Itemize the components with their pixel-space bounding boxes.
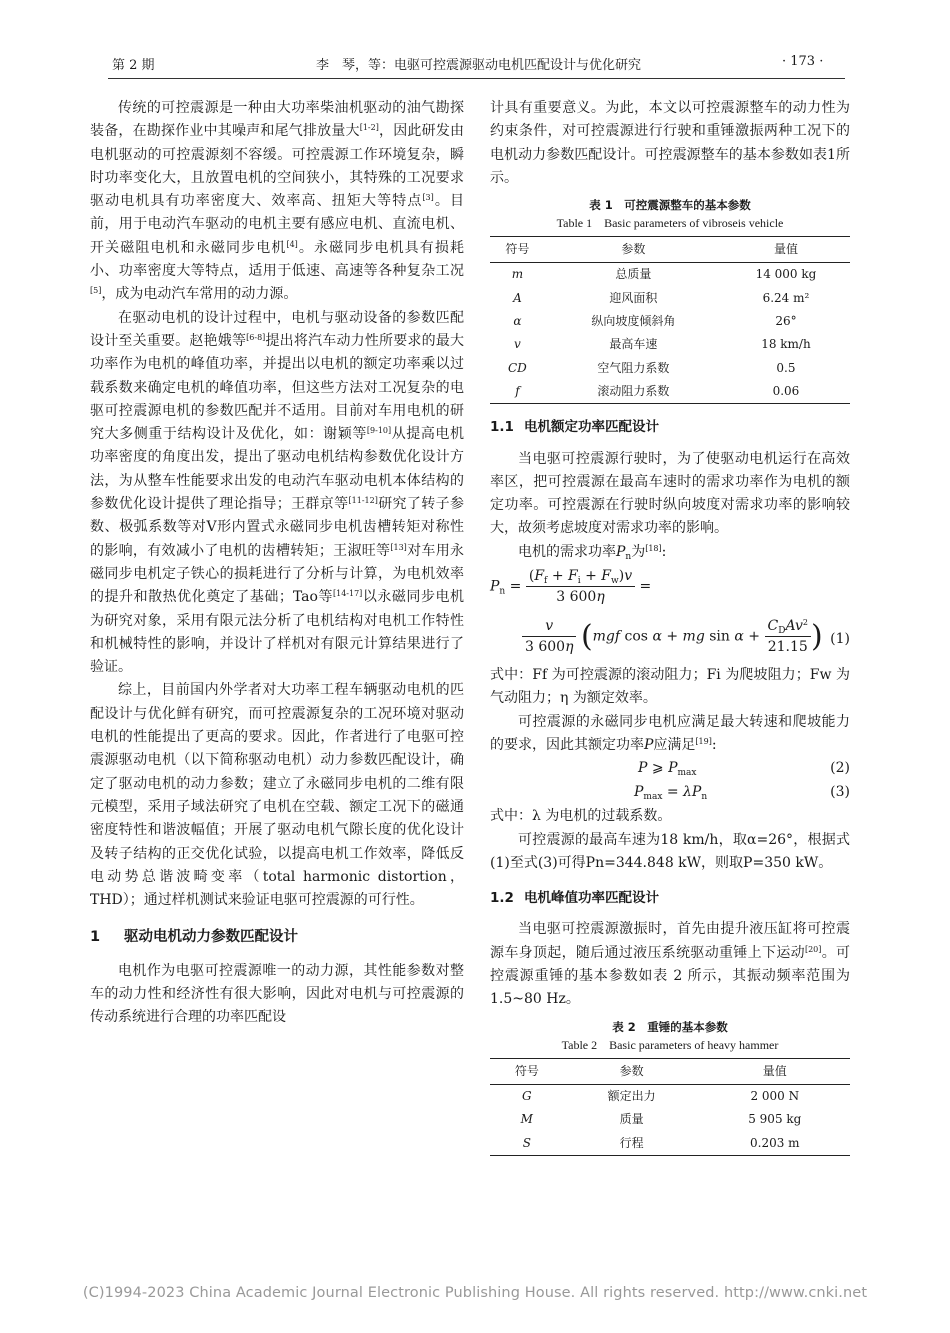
running-title: 李 琴，等：电驱可控震源驱动电机匹配设计与优化研究 bbox=[316, 58, 642, 73]
table-row: v 最高车速 18 km/h bbox=[514, 337, 811, 352]
table-row: f 滚动阻力系数 0.06 bbox=[515, 383, 800, 398]
intro-paragraph-1: 传统的可控震源是一种由大功率柴油机驱动的油气勘探装备，在勘探作业中其噪声和尾气排放量大[1-2]，因此研发由电机驱动的可控震源刻不容缓。可控震源工作环境复杂，瞬时功率变化大，且放置电机的空间狭小，其特殊的工况要求驱动电机具有功率密度大、效率高、扭矩大等特点[3]。目前，用于电动汽车驱动的电机主要有感应电机、直流电机、开关磁阻电机和永磁同步电机[4]。永磁同步电机具有损耗小、功率密度大等特点，适用于低速、高速等各种复杂工况[5]，成为电动汽车常用的动力源。 bbox=[90, 100, 465, 303]
equation-1-legend: 式中：Ff 为可控震源的滚动阻力；Fi 为爬坡阻力；Fw 为气动阻力；η 为额定效率。 bbox=[490, 667, 850, 707]
running-header bbox=[0, 44, 950, 84]
table-2-caption-en: Table 2 Basic parameters of heavy hammer bbox=[561, 1037, 779, 1052]
demand-power-intro: 电机的需求功率$P_n$为[18]: bbox=[518, 543, 667, 562]
copyright-footer: (C)1994-2023 China Academic Journal Electronic Publishing House. All rights reserved. http://www.cnki.net bbox=[82, 1285, 868, 1301]
table-1-caption: 表 1 可控震源整车的基本参数 bbox=[589, 198, 751, 213]
equation-3-legend: 式中：λ 为电机的过载系数。 bbox=[490, 808, 672, 825]
table-header: 参数 bbox=[564, 1058, 700, 1084]
table-row: CD 空气阻力系数 0.5 bbox=[508, 360, 796, 375]
table-header: 参数 bbox=[545, 237, 722, 263]
table-row: M 质量 5 905 kg bbox=[520, 1112, 802, 1127]
rated-power-result: 可控震源的最高车速为18 km/h，取α=26°，根据式(1)至式(3)可得Pn=344.848 kW，则取P=350 kW。 bbox=[490, 831, 850, 871]
equation-3: $P_{max} = \lambda P_n$ (3) bbox=[634, 784, 850, 803]
table-row: G 额定出力 2 000 N bbox=[522, 1088, 800, 1103]
equation-1: $P_n$ = $\frac{(F_f + F_i + F_w)v}{3 600\eta}$ = $\frac{v}{3 600\eta}$ (mgf cos α + mg sin α + $\frac{C_DAv^2}{21.15}$ ) (1) bbox=[490, 568, 850, 656]
table-row: m 总质量 14 000 kg bbox=[511, 267, 817, 282]
table-header: 符号 bbox=[490, 237, 545, 263]
table-1 bbox=[490, 236, 850, 404]
table-2-caption: 表 2 重锤的基本参数 bbox=[612, 1019, 728, 1034]
section-1-2-paragraph: 当电驱可控震源激振时，首先由提升液压缸将可控震源车身顶起，随后通过液压系统驱动重锤上下运动[20]。可控震源重锤的基本参数如表 2 所示，其振动频率范围为 1.5~80 Hz。 bbox=[490, 921, 851, 1008]
header-rule bbox=[108, 78, 845, 79]
right-column bbox=[490, 97, 850, 1156]
section-1-1-paragraph: 当电驱可控震源行驶时，为了使驱动电机运行在高效率区，把可控震源在最高车速时的需求功率作为电机的额定功率。可控震源在行驶时纵向坡度对需求功率的影响较大，故须考虑坡度对需求功率的影响。 bbox=[490, 450, 850, 537]
issue-number: 第 2 期 bbox=[112, 58, 155, 73]
page-number: · 173 · bbox=[782, 54, 824, 69]
table-2 bbox=[490, 1058, 850, 1156]
table-row: A 迎风面积 6.24 m² bbox=[513, 290, 810, 305]
section-1-heading: 1 驱动电机动力参数匹配设计 bbox=[90, 929, 298, 946]
left-column bbox=[90, 97, 464, 1030]
table-1-caption-en: Table 1 Basic parameters of vibroseis vehicle bbox=[556, 216, 784, 231]
intro-paragraph-2: 在驱动电机的设计过程中，电机与驱动设备的参数匹配设计至关重要。赵艳娥等[6-8]提出将汽车动力性所要求的最大功率作为电机的峰值功率，并提出以电机的额定功率乘以过载系数来确定电机的峰值功率，但这些方法对工况复杂的电驱可控震源电机的参数匹配并不适用。目前对车用电机的研究大多侧重于结构设计及优化，如：谢颖等[9-10]从提高电机功率密度的角度出发，提出了驱动电机结构参数优化设计方法，为从整车性能要求出发的电动汽车驱动电机本体结构的参数优化设计提供了理论指导；王群京等[11-12]研究了转子参数、极弧系数等对V形内置式永磁同步电机齿槽转矩对称性的影响，有效减小了电机的齿槽转矩；王淑旺等[13]对车用永磁同步电机定子铁心的损耗进行了分析与计算，为电机效率的提升和散热优化奠定了基础；Tao等[14-17]以永磁同步电机为研究对象，采用有限元法分析了电机结构对电机工作特性和机械特性的影响，并设计了样机对有限元计算结果进行了验证。 bbox=[90, 309, 465, 676]
table-row: S 行程 0.203 m bbox=[522, 1135, 800, 1150]
section-1-paragraph: 电机作为电驱可控震源唯一的动力源，其性能参数对整车的动力性和经济性有很大影响，因此对电机与可控震源的传动系统进行合理的功率匹配设 bbox=[90, 962, 464, 1026]
section-1-paragraph-cont: 计具有重要意义。为此，本文以可控震源整车的动力性为约束条件，对可控震源进行行驶和重锤激振两种工况下的电机动力参数匹配设计。可控震源整车的基本参数如表1所示。 bbox=[490, 100, 850, 186]
section-1-2-heading: 1.2 电机峰值功率匹配设计 bbox=[490, 890, 659, 907]
section-1-1-heading: 1.1 电机额定功率匹配设计 bbox=[490, 419, 659, 436]
table-header: 量值 bbox=[722, 237, 850, 263]
equation-2: P ⩾ $P_{max}$ (2) bbox=[638, 760, 850, 779]
table-header: 符号 bbox=[490, 1058, 564, 1084]
intro-paragraph-3: 综上，目前国内外学者对大功率工程车辆驱动电机的匹配设计与优化鲜有研究，而可控震源复杂的工况环境对驱动电机的性能提出了更高的要求。因此，作者进行了电驱可控震源驱动电机（以下简称驱动电机）动力参数匹配设计，确定了驱动电机的动力参数；建立了永磁同步电机的二维有限元模型，采用子域法研究了电机在空载、额定工况下的磁通密度特性和谐波幅值；开展了驱动电机气隙长度的优化设计及转子结构的正交优化试验，以提高电机工作效率，降低反电动势总谐波畸变率（total harmonic distortion，THD）；通过样机测试来验证电驱可控震源的可行性。 bbox=[90, 682, 464, 909]
table-header: 量值 bbox=[700, 1058, 850, 1084]
rated-power-paragraph: 可控震源的永磁同步电机应满足最大转速和爬坡能力的要求，因此其额定功率P应满足[19]: bbox=[490, 713, 850, 753]
table-row: α 纵向坡度倾斜角 26° bbox=[513, 314, 797, 329]
